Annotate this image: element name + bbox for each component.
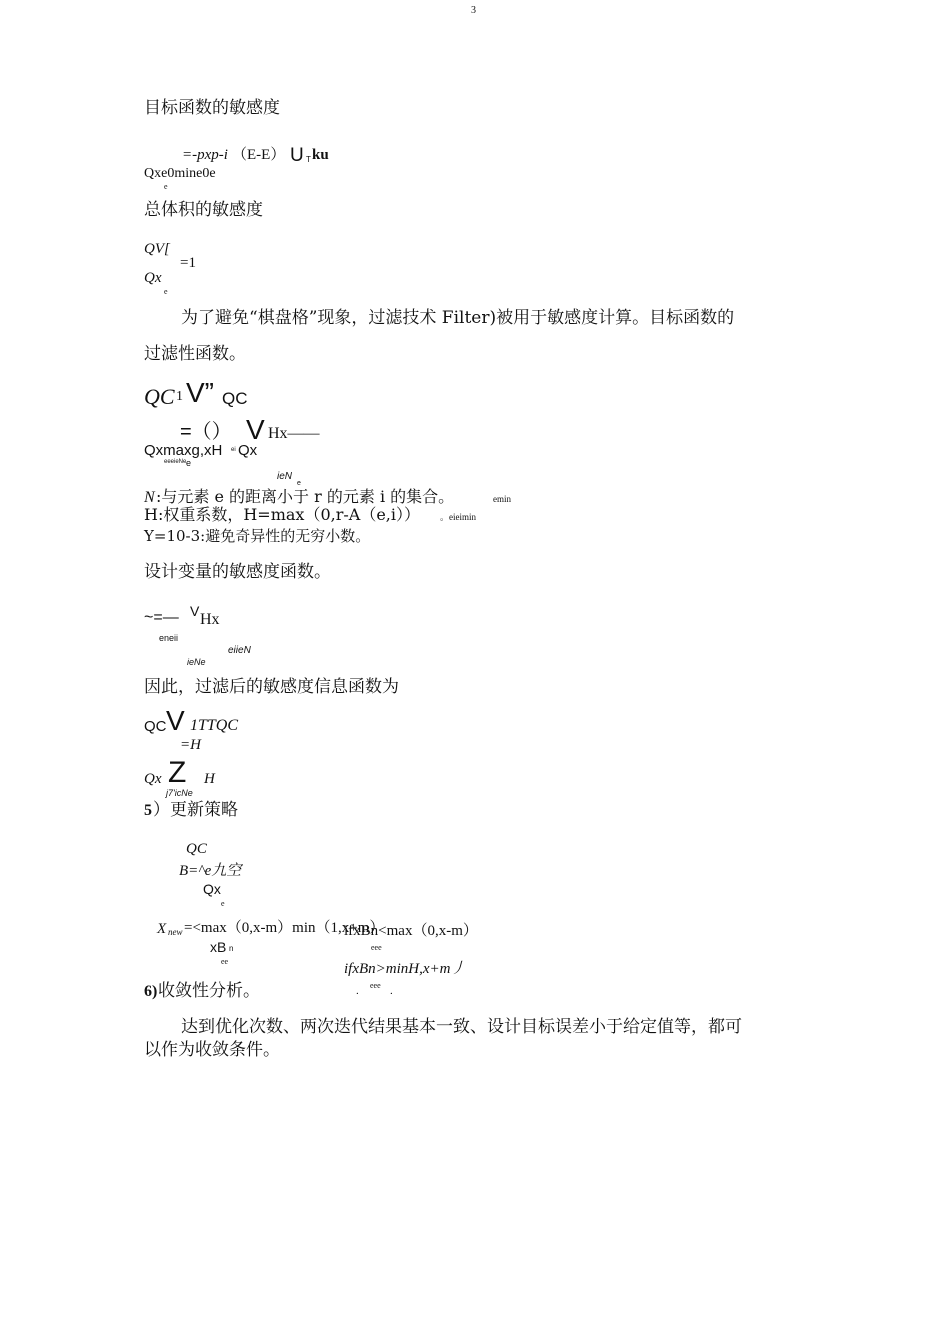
conv-dot-2: . — [390, 985, 393, 997]
eq-sub-t: T — [306, 155, 311, 164]
filter-top-sub: 1 — [176, 389, 183, 404]
eq-main: =-pxp-i — [182, 147, 228, 163]
convergence-paragraph-line2: 以作为收敛条件。 — [144, 1040, 280, 1060]
update-heading-text: ）更新策略 — [153, 800, 238, 820]
upd-case1-cond: xB — [210, 939, 227, 955]
eq-u: U — [290, 145, 304, 166]
filter-top-right: QC — [222, 389, 248, 408]
dv-hx: Hx — [200, 611, 220, 628]
page-number: 3 — [471, 5, 476, 16]
heading-design-variable-sensitivity: 设计变量的敏感度函数。 — [144, 562, 331, 582]
upd-case1-sub: n — [229, 944, 234, 953]
vol-numerator: QV[ — [144, 241, 170, 257]
eq-paren: （E-E） — [232, 147, 286, 163]
upd-case3: ifxBn>minH,x+m丿 — [344, 961, 466, 977]
upd-case1: =<max（0,x-m）min（1,x+m） — [184, 920, 385, 936]
filter-bottom-right: Qx — [238, 442, 258, 459]
flt-eqh: =H — [180, 737, 201, 753]
conv-heading-number: 6) — [144, 983, 158, 1000]
dv-v: V — [190, 603, 200, 619]
conv-heading-text: 收敛性分析。 — [158, 981, 260, 1001]
upd-case1-ee: ee — [221, 957, 229, 966]
filter-top-left: QC — [144, 384, 175, 409]
dv-sub2: eiieN — [228, 645, 251, 656]
filter-paragraph-line2: 过滤性函数。 — [144, 344, 246, 364]
def-h-text: H:权重系数，H=max（0,r-A（e,i）） — [144, 505, 420, 524]
flt-sum-symbol: Z — [168, 756, 187, 789]
upd-case2-sub: eee — [371, 943, 382, 952]
flt-qx: Qx — [144, 771, 162, 787]
upd-qx: Qx — [203, 881, 221, 897]
upd-xnew-sub: new — [168, 927, 183, 937]
def-h-tail: 。eieimin — [440, 512, 476, 522]
flt-frac: 1TTQC — [190, 717, 239, 734]
def-n-text: :与元素 e 的距离小于 r 的元素 i 的集合。 — [156, 487, 455, 506]
def-n-symbol: N — [144, 489, 155, 506]
dv-sub1: eneii — [159, 633, 179, 643]
vol-equals: =1 — [180, 255, 196, 271]
update-heading-number: 5 — [144, 802, 152, 819]
def-n-tail: emin — [493, 494, 511, 504]
convergence-paragraph-line1: 达到优化次数、两次迭代结果基本一致、设计目标误差小于给定值等，都可 — [181, 1017, 742, 1037]
filter-bottom: Qxmaxg,xH — [144, 442, 223, 459]
heading-volume-sensitivity: 总体积的敏感度 — [144, 200, 263, 220]
filter-mid-right: Hx—— — [268, 425, 320, 442]
eq-lhs: Qxe0mine0e — [144, 166, 216, 181]
upd-xnew: X — [157, 921, 167, 937]
definition-y: Y=10-3:避免奇异性的无穷小数。 — [144, 527, 371, 545]
flt-v: V — [166, 705, 185, 736]
filter-mid-v: V — [246, 414, 265, 445]
filter-bottom-small: eeeieNe — [164, 459, 187, 465]
conv-dot-1: . — [356, 985, 359, 997]
eq-ku: ku — [312, 147, 329, 163]
dv-left: ~=— — [144, 609, 179, 626]
upd-qc: QC — [186, 841, 207, 857]
filter-ien-e: e — [297, 480, 301, 487]
flt-h: H — [204, 771, 215, 787]
vol-e: e — [164, 287, 168, 296]
filter-bottom-e: e — [186, 458, 192, 468]
filter-top-v: V” — [186, 377, 214, 408]
vol-denominator: Qx — [144, 270, 162, 286]
heading-objective-sensitivity: 目标函数的敏感度 — [144, 98, 280, 118]
upd-case2: ifxBn<max（0,x-m） — [344, 923, 478, 939]
flt-qc: QC — [144, 718, 167, 735]
dv-sub3: ieNe — [187, 657, 206, 667]
upd-case3-sub: eee — [370, 981, 381, 990]
filter-mid-eq: =（） — [180, 421, 232, 443]
upd-e: e — [221, 899, 225, 908]
upd-b-eq: B=^e九空 — [179, 863, 242, 879]
filter-paragraph-line1: 为了避免“棋盘格”现象，过滤技术 Filter)被用于敏感度计算。目标函数的 — [181, 308, 735, 328]
eq-e: e — [164, 182, 168, 191]
flt-subs: j7'icNe — [166, 788, 193, 798]
filter-bottom-sub: ei — [231, 447, 236, 453]
heading-filtered-sensitivity: 因此，过滤后的敏感度信息函数为 — [144, 677, 399, 697]
filter-ien: ieN — [277, 471, 293, 482]
